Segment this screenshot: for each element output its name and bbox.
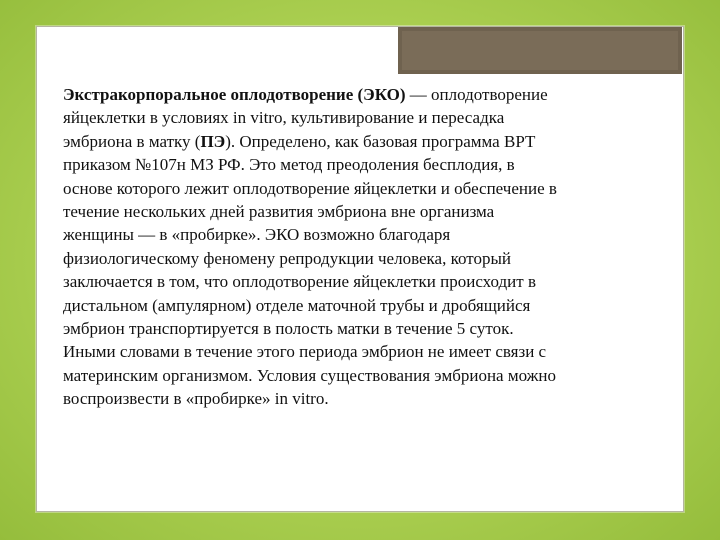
body-text-line [63,223,663,246]
body-text-line [63,364,663,387]
text-run: женщины — в «пробирке». ЭКО возможно благодаря [63,225,451,245]
bold-term: ПЭ [200,131,226,151]
text-run: основе которого лежит оплодотворение яйцеклетки и обеспечение в [63,178,557,198]
text-run: воспроизвести в «пробирке» in vitro. [63,389,329,409]
text-run: заключается в том, что оплодотворение яйцеклетки происходит в [63,272,536,292]
bold-term: Экстракорпоральное оплодотворение (ЭКО) [63,85,406,104]
text-run: эмбриона в матку ( [63,131,201,151]
body-text-line [63,177,663,200]
text-run: материнским организмом. Условия существования эмбриона можно [63,365,557,385]
body-text-line [63,200,663,223]
body-text-line [63,247,663,270]
text-run: ). Определено, как базовая программа ВРТ [225,131,536,151]
slide-body-text [63,83,663,410]
text-run: Иными словами в течение этого периода эмбрион не имеет связи с [63,342,547,362]
body-text-line [63,270,663,293]
body-text-line [63,83,663,106]
text-run: — оплодотворение [405,85,548,104]
body-text-line [63,340,663,363]
body-text-line [63,317,663,340]
text-run: физиологическому феномену репродукции человека, который [63,248,511,268]
body-text-line [63,294,663,317]
body-text-line [63,153,663,176]
text-run: приказом №107н МЗ РФ. Это метод преодоления бесплодия, в [63,155,515,175]
title-accent-bar [398,27,682,74]
body-text-line [63,106,663,129]
text-run: яйцеклетки в условиях in vitro, культивирование и пересадка [63,108,505,128]
text-run: дистальном (ампулярном) отделе маточной трубы и дробящийся [63,295,531,315]
body-text-line [63,387,663,410]
body-text-line [63,130,663,153]
text-run: эмбрион транспортируется в полость матки в течение 5 суток. [63,318,514,338]
text-run: течение нескольких дней развития эмбриона вне организма [63,201,495,221]
